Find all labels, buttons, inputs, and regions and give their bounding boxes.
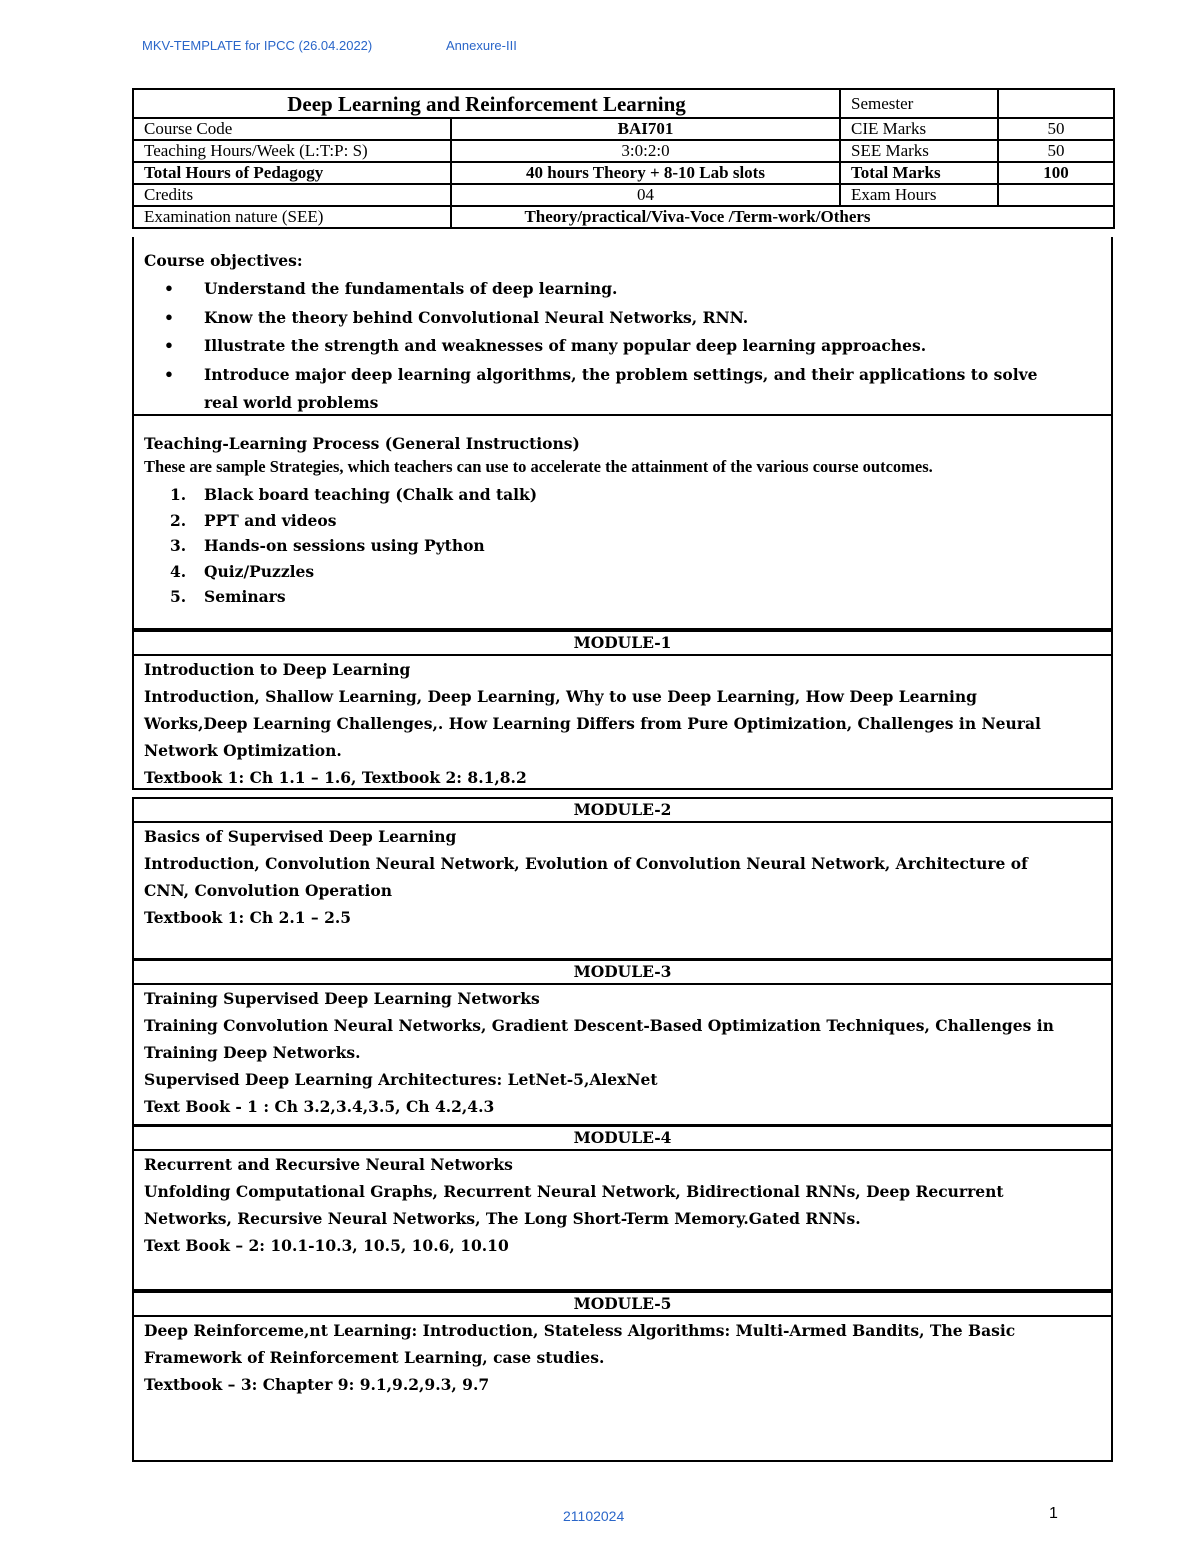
course-code-value: BAI701 — [451, 118, 840, 140]
pedagogy-hours-value: 40 hours Theory + 8-10 Lab slots — [451, 162, 840, 184]
teaching-hours-value: 3:0:2:0 — [451, 140, 840, 162]
module-text-line: Networks, Recursive Neural Networks, The Long Short-Term Memory.Gated RNNs. — [144, 1209, 861, 1228]
module-text-line: Network Optimization. — [144, 741, 342, 760]
list-item: 4. Quiz/Puzzles — [170, 561, 315, 581]
annexure-label: Annexure-III — [446, 38, 517, 53]
module-text-line: CNN, Convolution Operation — [144, 881, 393, 900]
semester-label: Semester — [840, 89, 998, 118]
total-marks-value: 100 — [998, 162, 1114, 184]
credits-label: Credits — [133, 184, 451, 206]
objectives-list — [134, 275, 1111, 418]
module-text-line: Introduction, Shallow Learning, Deep Learning, Why to use Deep Learning, How Deep Learning — [144, 687, 977, 706]
teaching-learning-section — [132, 416, 1113, 630]
list-item: • Understand the fundamentals of deep learning. — [204, 275, 1111, 304]
module-2-body — [132, 821, 1113, 960]
list-item: 1. Black board teaching (Chalk and talk) — [170, 485, 538, 504]
course-code-label: Course Code — [133, 118, 451, 140]
teaching-intro: These are sample Strategies, which teachers can use to accelerate the attainment of the various course outcomes. — [144, 457, 933, 476]
see-marks-label: SEE Marks — [840, 140, 998, 162]
course-info-table — [132, 88, 1115, 229]
bullet: • — [164, 364, 174, 384]
list-item: • Introduce major deep learning algorithms, the problem settings, and their applications to solve — [204, 361, 1111, 390]
template-label: MKV-TEMPLATE for IPCC (26.04.2022) — [142, 38, 373, 53]
module-text-line: Unfolding Computational Graphs, Recurrent Neural Network, Bidirectional RNNs, Deep Recurrent — [144, 1182, 1004, 1201]
module-4-heading: MODULE-4 — [132, 1125, 1113, 1151]
module-1-body — [132, 654, 1113, 790]
cie-marks-label: CIE Marks — [840, 118, 998, 140]
page-header — [142, 38, 517, 53]
total-marks-label: Total Marks — [840, 162, 998, 184]
module-5-body — [132, 1315, 1113, 1462]
footer-code: 21102024 — [563, 1508, 625, 1524]
module-1-heading: MODULE-1 — [132, 630, 1113, 656]
module-text-line: Deep Reinforceme,nt Learning: Introduction, Stateless Algorithms: Multi-Armed Bandits, The Basic — [144, 1321, 1016, 1340]
module-text-line: Training Deep Networks. — [144, 1043, 361, 1062]
teaching-heading: Teaching-Learning Process (General Instructions) — [144, 434, 580, 453]
teaching-hours-label: Teaching Hours/Week (L:T:P: S) — [133, 140, 451, 162]
module-textbook: Text Book – 2: 10.1-10.3, 10.5, 10.6, 10.10 — [144, 1236, 509, 1255]
module-4-body — [132, 1149, 1113, 1291]
module-textbook: Textbook 1: Ch 2.1 – 2.5 — [144, 908, 352, 927]
list-item: 3. Hands-on sessions using Python — [170, 536, 485, 555]
list-item: • Know the theory behind Convolutional Neural Networks, RNN. — [204, 304, 1111, 333]
bullet: • — [164, 307, 174, 327]
cie-marks-value: 50 — [998, 118, 1114, 140]
module-textbook: Text Book - 1 : Ch 3.2,3.4,3.5, Ch 4.2,4.3 — [144, 1097, 495, 1116]
module-textbook: Textbook – 3: Chapter 9: 9.1,9.2,9.3, 9.7 — [144, 1375, 490, 1394]
module-title: Introduction to Deep Learning — [144, 660, 411, 679]
list-item: • Illustrate the strength and weaknesses of many popular deep learning approaches. — [204, 332, 1111, 361]
module-title: Basics of Supervised Deep Learning — [144, 827, 457, 846]
module-title: Training Supervised Deep Learning Networks — [144, 989, 540, 1008]
bullet: • — [164, 279, 174, 298]
objectives-heading: Course objectives: — [144, 251, 303, 270]
module-text-line: Introduction, Convolution Neural Network, Evolution of Convolution Neural Network, Architecture of — [144, 854, 1028, 873]
exam-nature-label: Examination nature (SEE) — [133, 206, 451, 228]
module-2-heading: MODULE-2 — [132, 797, 1113, 823]
list-item: 5. Seminars — [170, 587, 286, 606]
teaching-list — [134, 482, 1111, 610]
exam-hours-label: Exam Hours — [840, 184, 998, 206]
semester-value — [998, 89, 1114, 118]
list-item-continuation: real world problems — [204, 393, 379, 412]
credits-value: 04 — [451, 184, 840, 206]
pedagogy-hours-label: Total Hours of Pedagogy — [133, 162, 451, 184]
exam-nature-value: Theory/practical/Viva-Voce /Term-work/Others — [451, 206, 1114, 228]
exam-hours-value — [998, 184, 1114, 206]
module-3-heading: MODULE-3 — [132, 959, 1113, 985]
module-textbook: Textbook 1: Ch 1.1 – 1.6, Textbook 2: 8.1,8.2 — [144, 768, 527, 787]
list-item: 2. PPT and videos — [170, 510, 337, 530]
module-title: Recurrent and Recursive Neural Networks — [144, 1155, 513, 1174]
module-text-line: Framework of Reinforcement Learning, case studies. — [144, 1348, 605, 1367]
page-number: 1 — [1049, 1505, 1058, 1522]
course-title: Deep Learning and Reinforcement Learning — [133, 89, 840, 118]
module-text-line: Supervised Deep Learning Architectures: LetNet-5,AlexNet — [144, 1070, 658, 1089]
module-3-body — [132, 983, 1113, 1126]
module-text-line: Training Convolution Neural Networks, Gradient Descent-Based Optimization Techniques, Challenges in — [144, 1016, 1054, 1035]
bullet: • — [164, 336, 174, 355]
course-objectives-section — [132, 237, 1113, 416]
module-text-line: Works,Deep Learning Challenges,. How Learning Differs from Pure Optimization, Challenges in Neural — [144, 714, 1041, 733]
module-5-heading: MODULE-5 — [132, 1291, 1113, 1317]
see-marks-value: 50 — [998, 140, 1114, 162]
